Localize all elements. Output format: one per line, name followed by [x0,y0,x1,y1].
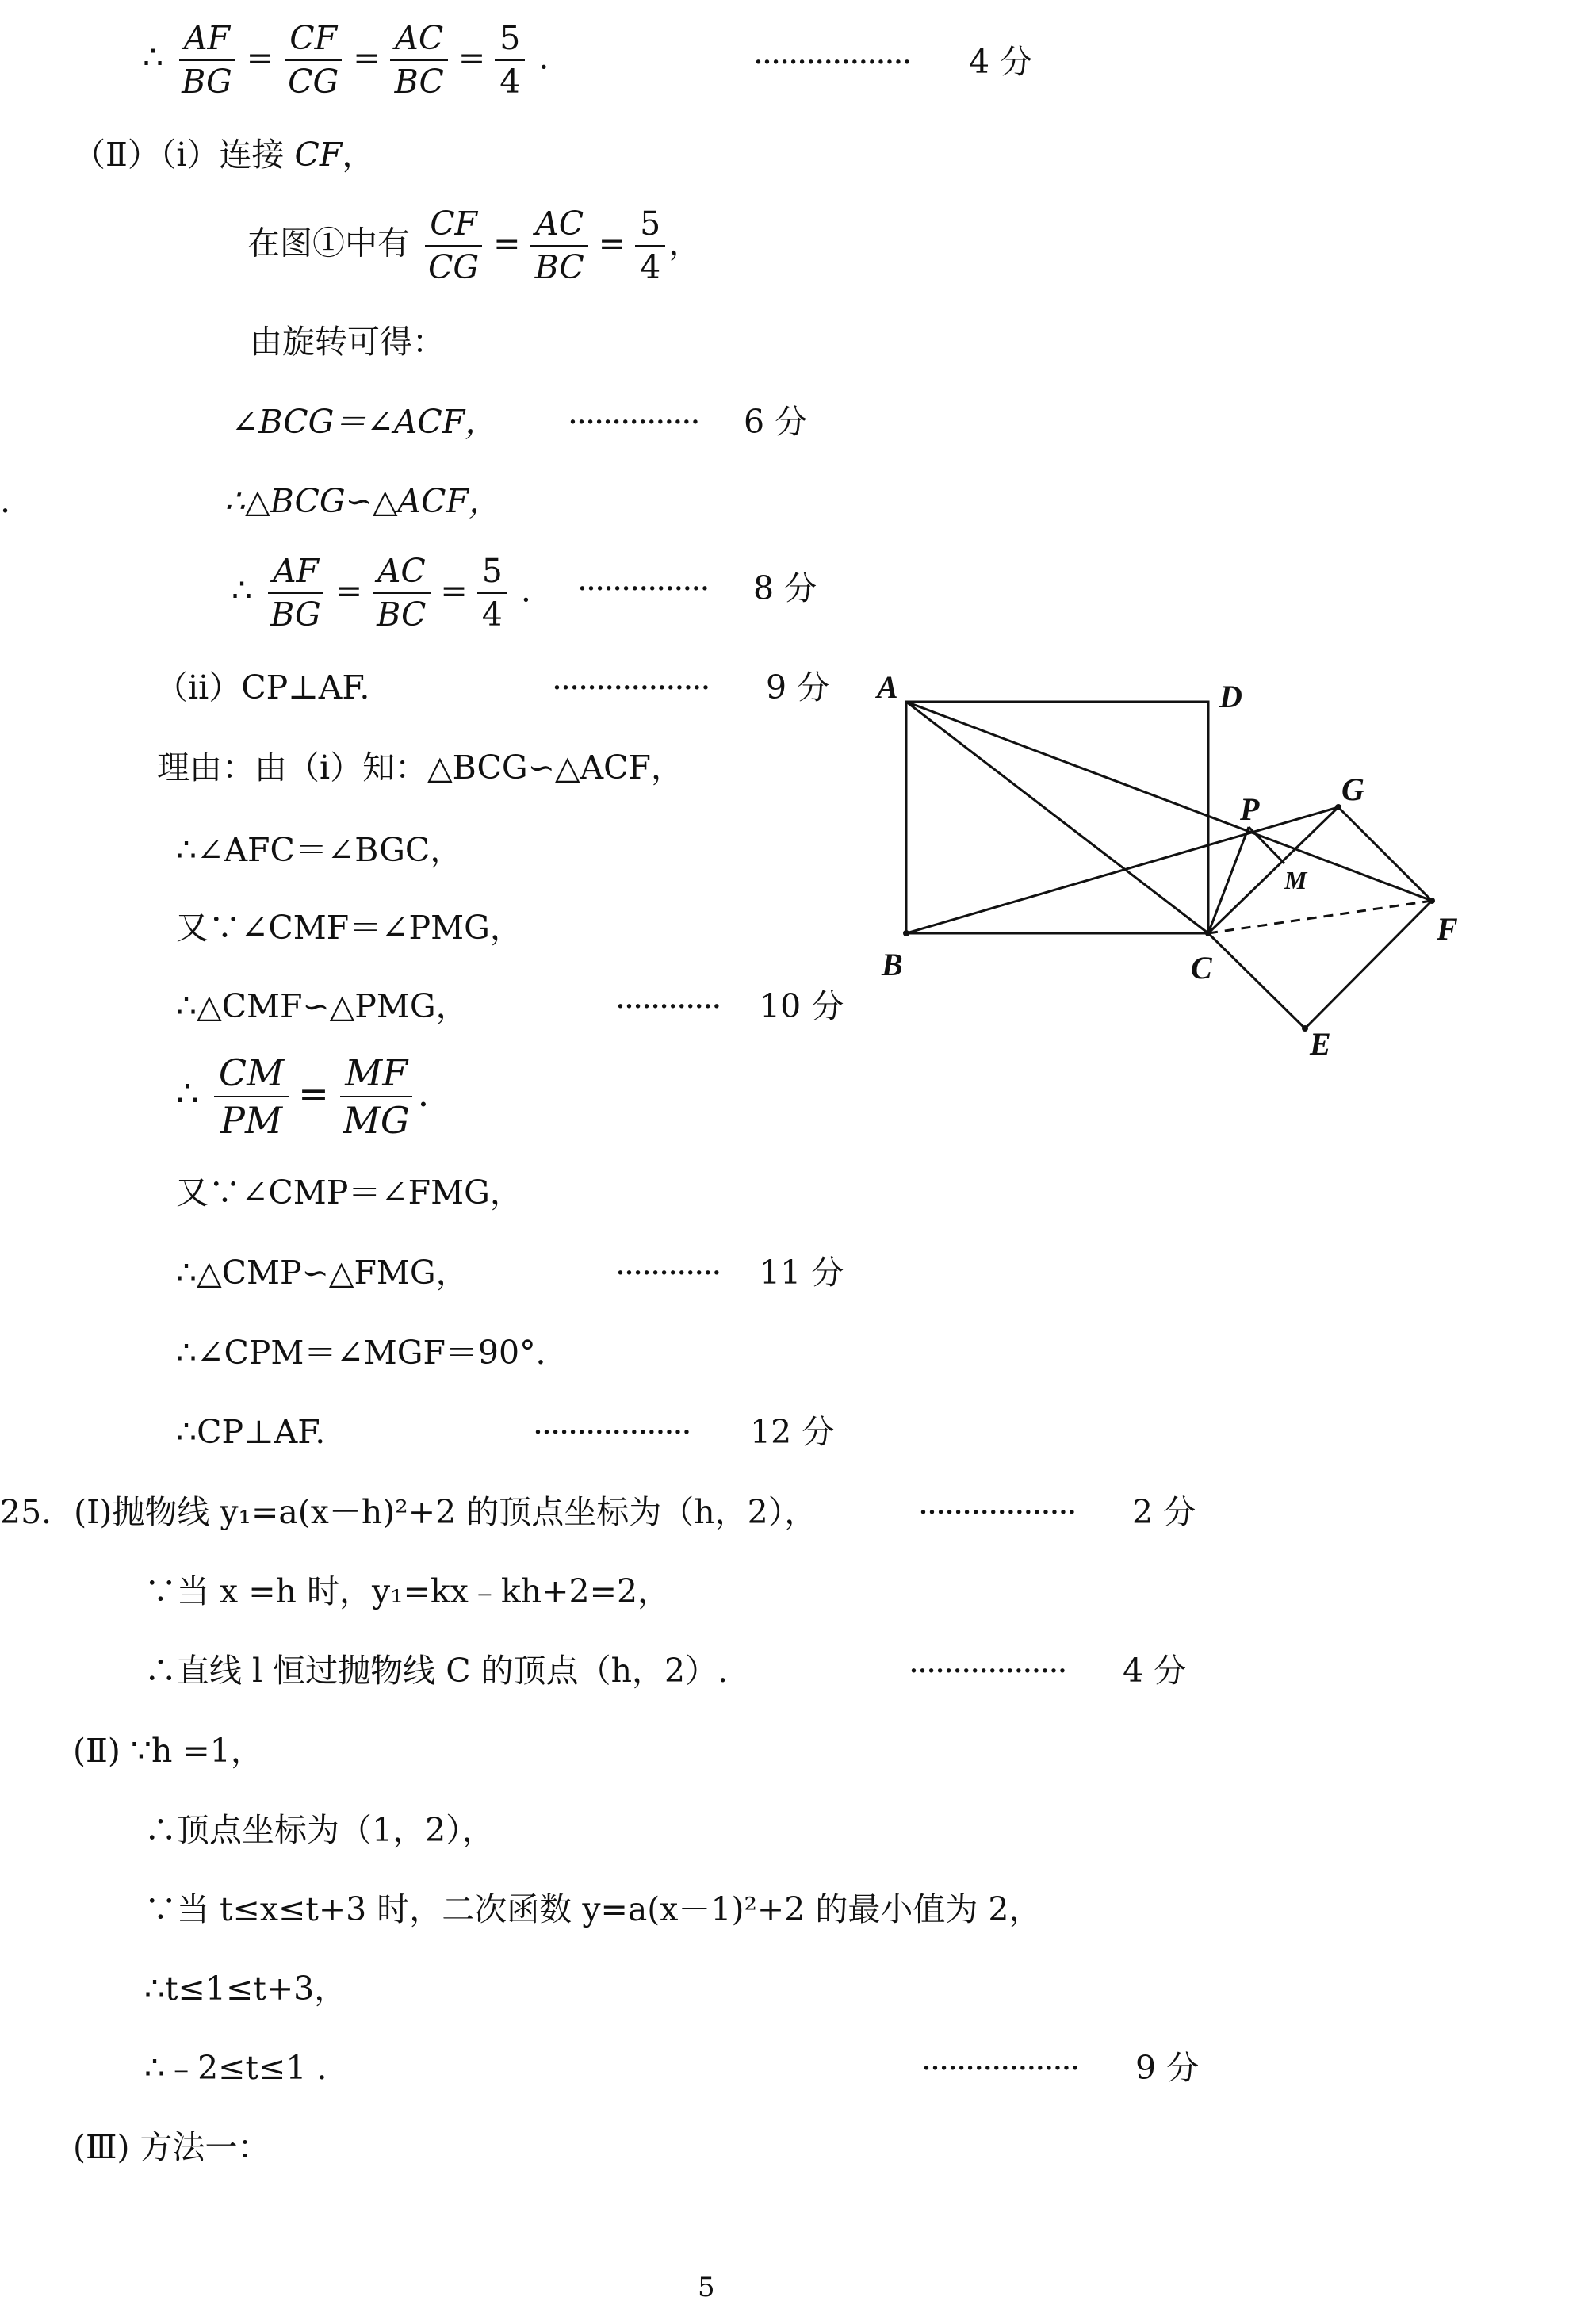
label-m: M [1284,866,1307,894]
line-inequality-1: ∴t≤1≤t+3， [144,1970,347,2008]
line-vertex-coord: ∴顶点坐标为（1，2）， [144,1811,495,1849]
line-angle-90: ∴∠CPM＝∠MGF＝90°． [176,1334,568,1372]
score-label: 6 分 [744,403,808,441]
score-dots: ·················· [753,43,911,81]
label-a: A [877,669,898,705]
line-part-ii-ii: （ⅱ）CP⊥AF. [155,668,370,706]
fraction: $\frac{MF}{MG}$ [339,1055,415,1139]
line-ratio-result-2: ∴ $\frac{AF}{BG}$ = $\frac{AC}{BC}$ = $\frac{5}{4}$ . [232,552,531,634]
line-line-passes-vertex: ∴直线 l 恒过抛物线 C 的顶点（h，2）. [144,1652,729,1690]
margin-mark: . [0,482,11,520]
score-label: 2 分 [1132,1493,1196,1531]
fraction: $\frac{CF}{CG}$ [423,208,484,284]
line-angle-cmp: 又∵∠CMP＝∠FMG， [176,1173,522,1212]
fraction: $\frac{AC}{BC}$ [372,555,431,631]
line-ratio-cm: ∴ $\frac{CM}{PM}$ = $\frac{MF}{MG}$ . [176,1051,430,1142]
period: . [538,38,549,77]
score-dots: ············ [615,1254,721,1292]
label-e: E [1310,1026,1331,1062]
score-label: 4 分 [1123,1652,1187,1690]
label-p: P [1240,791,1260,827]
score-label: 8 分 [753,569,817,607]
fraction: $\frac{5}{4}$ [477,555,507,631]
segment-gf [1338,807,1432,901]
fraction: $\frac{CF}{CG}$ [283,22,343,98]
line-reason: 理由：由（ⅰ）知：△BCG∽△ACF， [157,749,683,787]
label-c: C [1191,950,1212,986]
fraction: $\frac{5}{4}$ [635,208,665,284]
score-label: 9 分 [766,668,830,706]
score-label: 4 分 [969,43,1033,81]
fraction: $\frac{CM}{PM}$ [214,1055,289,1139]
line-angle-afc: ∴∠AFC＝∠BGC， [176,831,463,869]
segment-cf-dashed [1208,901,1432,933]
score-label: 10 分 [760,987,844,1025]
line-q25-part-ii: (Ⅱ) ∵h =1， [73,1732,263,1770]
fraction: $\frac{AC}{BC}$ [530,208,589,284]
line-inequality-2: ∴﹣2≤t≤1 . [144,2049,327,2087]
line-q25-part-iii: (Ⅲ) 方法一： [73,2128,270,2166]
line-figure-ratio: 在图①中有 $\frac{CF}{CG}$ = $\frac{AC}{BC}$ = $\frac{5}{4}$ ， [247,205,702,286]
score-dots: ·················· [552,668,710,706]
score-dots: ·················· [918,1493,1076,1531]
fraction: $\frac{AC}{BC}$ [390,22,449,98]
line-similar-cmf: ∴△CMF∽△PMG， [176,987,469,1025]
line-q25-part-i: 25．(Ⅰ)抛物线 y₁=a(x－h)²+2 的顶点坐标为（h，2）， [0,1493,817,1531]
segment-fe [1305,901,1432,1028]
line-min-value: ∵当 t≤x≤t+3 时，二次函数 y=a(x－1)²+2 的最小值为 2， [144,1890,1042,1928]
score-dots: ············ [615,987,721,1025]
line-ratio-result-1: ∴ $\frac{AF}{BG}$ = $\frac{CF}{CG}$ = $\frac{AC}{BC}$ = $\frac{5}{4}$ . [143,19,549,101]
line-similar-1: ∴△BCG∽△ACF， [224,482,501,520]
line-perpendicular: ∴CP⊥AF. [176,1413,326,1451]
line-similar-cmp: ∴△CMP∽△FMG， [176,1254,469,1292]
label-b: B [882,947,903,982]
segment-ac [906,702,1208,933]
line-angle-cmf: 又∵∠CMF＝∠PMG， [176,909,522,947]
label-d: D [1219,679,1242,714]
label-f: F [1437,911,1458,947]
line-rotation: 由旋转可得： [250,323,445,361]
score-dots: ·················· [909,1652,1066,1690]
score-label: 9 分 [1135,2049,1200,2087]
segment-ec [1208,933,1305,1028]
score-label: 12 分 [750,1413,835,1451]
score-dots: ·················· [921,2049,1079,2087]
fraction: $\frac{5}{4}$ [495,22,525,98]
line-part-ii-i: （Ⅱ）（ⅰ）连接 CF， [73,136,375,174]
score-dots: ·················· [533,1413,691,1451]
page-number: 5 [698,2272,715,2303]
line-angle-equal: ∠BCG＝∠ACF， [232,403,498,441]
label-g: G [1341,771,1364,807]
fraction: $\frac{AF}{BG}$ [266,555,326,631]
score-label: 11 分 [760,1254,844,1292]
segment-pm [1249,827,1284,863]
fraction: $\frac{AF}{BG}$ [177,22,237,98]
line-when-x-h: ∵当 x =h 时，y₁=kx﹣kh+2=2， [144,1572,671,1610]
therefore-symbol: ∴ [143,38,164,77]
score-dots: ··············· [577,569,709,607]
score-dots: ··············· [568,403,699,441]
